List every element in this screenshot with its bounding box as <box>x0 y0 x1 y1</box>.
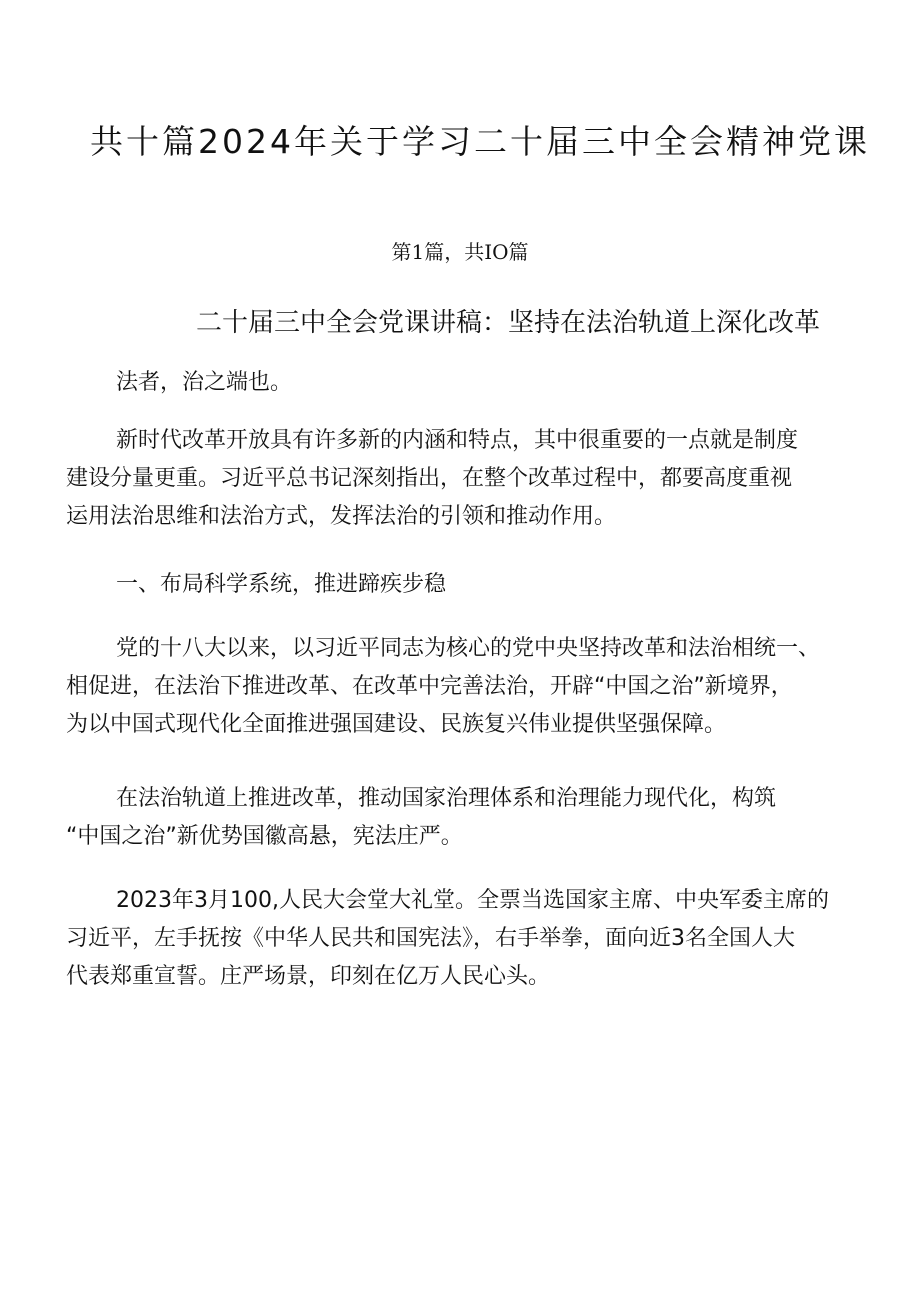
paragraph-line: “中国之治”新优势国徽高悬，宪法庄严。 <box>66 824 463 849</box>
paragraph-2 <box>66 422 799 536</box>
paragraph-line: 相促进，在法治下推进改革、在改革中完善法治，开辟“中国之治”新境界， <box>66 674 793 699</box>
paragraph-line: 习近平，左手抚按《中华人民共和国宪法》，右手举拳，面向近3名全国人大 <box>66 926 795 951</box>
paragraph-4 <box>66 780 777 856</box>
paragraph-line: 新时代改革开放具有许多新的内涵和特点，其中很重要的一点就是制度 <box>116 428 799 453</box>
document-title: 共十篇2024年关于学习二十届三中全会精神党课 <box>90 122 870 161</box>
paragraph-line: 一、布局科学系统，推进蹄疾步稳 <box>116 572 447 597</box>
paragraph-line: 党的十八大以来，以习近平同志为核心的党中央坚持改革和法治相统一、 <box>116 636 821 661</box>
paragraph-3 <box>66 630 821 744</box>
paragraph-line: 2023年3月100,人民大会堂大礼堂。全票当选国家主席、中央军委主席的 <box>116 888 829 913</box>
paragraph-5 <box>66 882 829 996</box>
paragraph-line: 法者，治之端也。 <box>116 370 293 395</box>
paragraph-line: 为以中国式现代化全面推进强国建设、民族复兴伟业提供坚强保障。 <box>66 712 727 737</box>
article-title: 二十届三中全会党课讲稿：坚持在法治轨道上深化改革 <box>196 308 821 338</box>
part-label: 第1篇，共IO篇 <box>391 240 529 264</box>
paragraph-line: 运用法治思维和法治方式，发挥法治的引领和推动作用。 <box>66 504 617 529</box>
paragraph-1 <box>116 364 292 402</box>
section-heading <box>116 566 446 604</box>
paragraph-line: 在法治轨道上推进改革，推动国家治理体系和治理能力现代化，构筑 <box>116 786 777 811</box>
paragraph-line: 代表郑重宣誓。庄严场景，印刻在亿万人民心头。 <box>66 964 551 989</box>
paragraph-line: 建设分量更重。习近平总书记深刻指出，在整个改革过程中，都要高度重视 <box>66 466 793 491</box>
